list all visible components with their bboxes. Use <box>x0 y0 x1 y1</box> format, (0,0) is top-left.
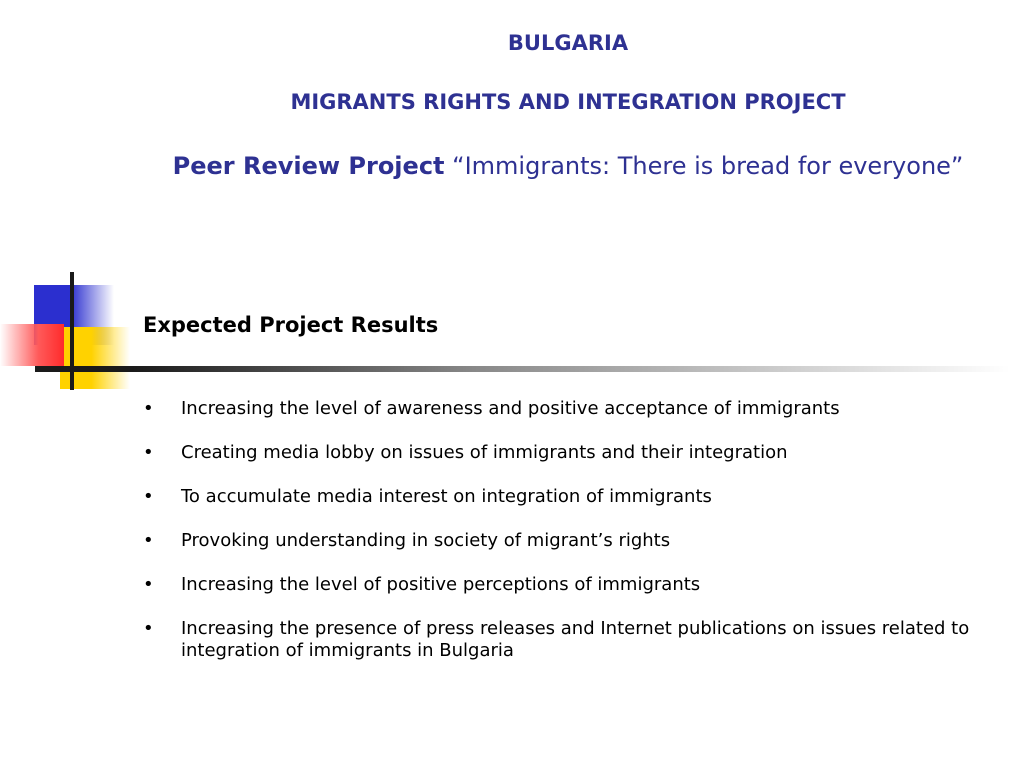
results-list <box>143 398 983 684</box>
section-divider <box>35 366 1010 372</box>
bullet-icon: • <box>143 618 154 639</box>
list-item-text: Increasing the level of awareness and positive acceptance of immigrants <box>181 398 840 419</box>
list-item <box>143 442 983 464</box>
list-item-text: Creating media lobby on issues of immigrants and their integration <box>181 442 788 463</box>
bullet-icon: • <box>143 486 154 507</box>
bullet-icon: • <box>143 530 154 551</box>
list-item-text: Provoking understanding in society of migrant’s rights <box>181 530 671 551</box>
list-item <box>143 486 983 508</box>
list-item-text: To accumulate media interest on integration of immigrants <box>181 486 712 507</box>
section-title: Expected Project Results <box>143 313 439 337</box>
bullet-icon: • <box>143 398 154 419</box>
list-item <box>143 618 983 662</box>
list-item <box>143 530 983 552</box>
peer-review-label: Peer Review Project <box>172 152 445 180</box>
deco-vertical-line <box>70 272 74 390</box>
bullet-icon: • <box>143 442 154 463</box>
list-item <box>143 574 983 596</box>
country-title: BULGARIA <box>507 31 629 55</box>
peer-review-quote: “Immigrants: There is bread for everyone” <box>452 152 964 180</box>
project-title: MIGRANTS RIGHTS AND INTEGRATION PROJECT <box>290 90 846 114</box>
deco-red-block <box>0 324 64 366</box>
bullet-icon: • <box>143 574 154 595</box>
peer-review-title <box>56 152 1024 180</box>
decorative-logo <box>0 270 140 395</box>
list-item-text: Increasing the level of positive perceptions of immigrants <box>181 574 701 595</box>
list-item-text: Increasing the presence of press releases and Internet publications on issues related to integration of immigrants in Bulgaria <box>181 618 970 661</box>
list-item <box>143 398 983 420</box>
